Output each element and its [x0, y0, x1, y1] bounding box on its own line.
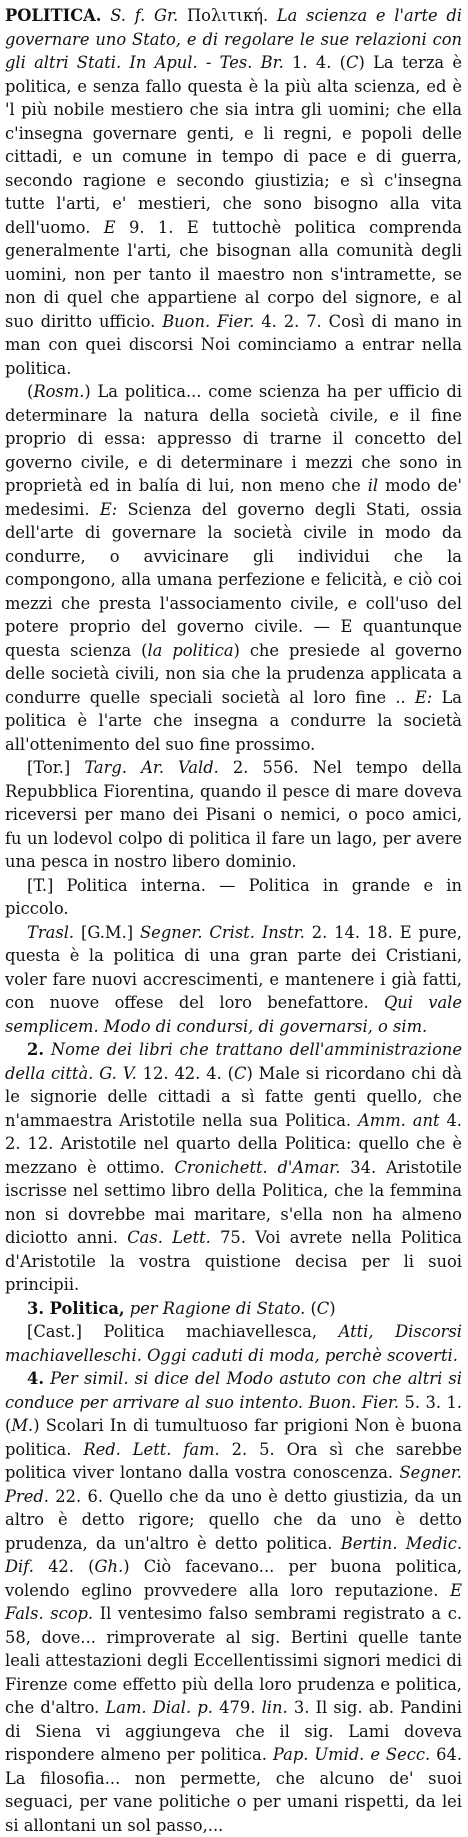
sense-2-paragraph [5, 1038, 462, 1297]
text-run: ( [27, 382, 34, 401]
text-run: [T.] Politica interna. — Politica in grande e in piccolo. [5, 875, 462, 918]
text-run: 75. Voi avrete nella Politica d'Aristotile la vostra quistione decisa per li suoi principii. [5, 1228, 463, 1294]
text-run: Atti, Discorsi machiavelleschi. Oggi caduti di moda, perchè scoverti. [5, 1322, 462, 1365]
text-run: Πολιτική. [178, 6, 277, 25]
text-run: C [233, 1063, 247, 1083]
text-run: C [346, 53, 359, 72]
text-run: ( [305, 1298, 317, 1318]
text-run: POLITICA. [5, 6, 102, 25]
text-run: 4. 2. 12. Aristotile nel quarto della Politica: quello che è mezzano è ottimo. [5, 1110, 462, 1177]
text-run: Il ventesimo falso sembrami registrato a c. 58, dove... rimproverate al sig. Bertini quelle tante leali attestazioni degli Eccellentissimi signori medici di Firenze come effetto più della loro prudenza e politica, che d'altro. [5, 1604, 463, 1717]
sense-3-paragraph [5, 1297, 462, 1321]
text-run: 2. 5. Ora sì che sarebbe politica viver lontano dalla vostra conoscenza. [5, 1439, 462, 1482]
machiavellian-note-paragraph [5, 1320, 462, 1367]
text-run: 64. La filosofia... non permette, che alcuno de' suoi seguaci, per vane politiche o per umani rispetti, da lei si allontani un sol passo,... [5, 1745, 462, 1835]
text-run: Nome dei libri che trattano dell'amministrazione della città. G. V. [5, 1040, 462, 1083]
text-run: Rosm. [33, 382, 85, 401]
text-run: 9. 1. E tuttochè politica comprenda generalmente l'arti, che bisognan alla comunità degli uomini, non per tanto il maestro non s'intramette, se non di quel che appartiene al corpo del signore, e al suo diritto ufficio. [5, 217, 462, 331]
text-run: 3. Politica, [27, 1298, 125, 1318]
text-run: La politica è l'arte che insegna a condurre la società all'ottenimento del suo fine prossimo. [5, 687, 462, 754]
text-run: Cas. Lett. [127, 1228, 211, 1247]
text-run: Gh. [94, 1557, 124, 1576]
text-run: la politica [147, 640, 234, 660]
text-run: ) Scolari In di tumultuoso far prigioni Non è buona politica. [5, 1416, 462, 1459]
text-run: ) che presiede al governo delle società civili, non sia che la prudenza applicata a condurre quelle speciali società al loro fine .. [5, 640, 462, 707]
text-run: lin. [261, 1698, 288, 1717]
text-run: modo de' medesimi. [5, 476, 462, 519]
text-run: 2. [27, 1040, 44, 1059]
text-run: il [367, 476, 379, 495]
text-run: 4. [27, 1369, 44, 1388]
text-run: 22. 6. Quello che da uno è detto giustizia, da un altro è detto rigore; quello che da uno è detto prudenza, da un'altro è detto politica. [5, 1486, 462, 1553]
usage-note-paragraph [5, 874, 462, 921]
text-run: per Ragione di Stato. [129, 1298, 306, 1318]
sense-4-paragraph [5, 1367, 462, 1837]
text-run: 2. 14. 18. E pure, questa è la politica di una gran parte dei Cristiani, voler fare nuovi accrescimenti, e mantenere i già fatti, con nuove offese del loro benefattore. [5, 922, 462, 1012]
text-run: 12. 42. 4. ( [136, 1063, 234, 1083]
text-run: Targ. Ar. Vald. [84, 758, 219, 777]
text-run: Qui vale semplicem. Modo di condursi, di governarsi, o sim. [5, 993, 463, 1036]
text-run: 1. 4. ( [283, 53, 346, 72]
text-run: [G.M.] [74, 922, 141, 942]
text-run: Per simil. si dice del Modo astuto con che altri si conduce per arrivare al suo intento. Buon. Fier. [5, 1369, 462, 1412]
text-run: Bertin. Medic. Dif. [5, 1533, 462, 1576]
text-run: E: [99, 499, 118, 519]
text-run: ) Male si ricordano chi dà le signorie delle cittadi a sì fatte genti quello, che n'ammaestra Aristotile nella sua Politica. [5, 1063, 463, 1130]
text-run: E [103, 217, 116, 237]
text-run [44, 1040, 51, 1059]
text-run: S. f. Gr. [110, 6, 179, 25]
text-run: Lam. Dial. p. [105, 1698, 213, 1717]
text-run: Red. Lett. fam. [83, 1439, 220, 1459]
text-run: 3. Il sig. ab. Pandini di Siena vi aggiungeva che il sig. Lami doveva rispondere almeno per politica. [5, 1698, 462, 1764]
text-run: ) Ciò facevano... per buona politica, volendo eglino provvedere alla loro reputazione. [5, 1557, 462, 1600]
text-run: Segner. Crist. Instr. [140, 922, 305, 942]
text-run: C [316, 1298, 330, 1318]
text-run: Cronichett. d'Amar. [174, 1157, 341, 1177]
text-run: 5. 3. 1. ( [5, 1392, 462, 1435]
text-run: ) [329, 1298, 336, 1318]
text-run: [Tor.] [27, 758, 85, 777]
text-run: Pap. Umid. e Secc. [272, 1745, 431, 1764]
text-run: Trasl. [27, 922, 75, 942]
text-run: Buon. Fier. [162, 311, 255, 331]
text-run: 42. ( [33, 1557, 95, 1576]
text-run: 4. 2. 7. Così di mano in man con quei discorsi Noi cominciamo a entrar nella politica. [5, 311, 462, 378]
text-run: 2. 556. Nel tempo della Repubblica Fiorentina, quando il pesce di mare doveva riceversi per mano dei Pisani o nemici, o poco amici, fu un lodevol colpo di politica il fare un lago, per avere una pesca in nostro libero dominio. [5, 758, 462, 871]
figurative-sense-paragraph [5, 921, 462, 1039]
text-run: E: [414, 687, 433, 707]
text-run: 479. [212, 1698, 262, 1717]
rosmini-citation-paragraph [5, 380, 462, 756]
text-run: Segner. Pred. [5, 1463, 462, 1506]
entry-headword-paragraph [5, 4, 462, 380]
text-run [101, 6, 110, 25]
text-run: ) La politica... come scienza ha per ufficio di determinare la natura della società civile, e il fine proprio di essa: appresso di trarne il concetto del governo civile, e di determinare i mezzi che sono in proprietà ed in balía di lui, non meno che [5, 382, 462, 495]
text-run: [Cast.] Politica machiavellesca, [27, 1322, 339, 1341]
text-run: E Fals. scop. [5, 1580, 462, 1623]
text-run: Amm. ant [358, 1110, 440, 1130]
text-run: M. [11, 1416, 34, 1435]
text-run: ) La terza è politica, e senza fallo questa è la più alta scienza, ed è 'l più nobile mestiero che sia intra gli uomini; che ella c'insegna governare genti, e li regni, e popoli delle cittadi, e un comune in tempo di pace e di guerra, secondo ragione e secondo giustizia; e sì c'insegna tutte l'arti, e' mestieri, che sono bisogno alla vita dell'uomo. [5, 53, 462, 237]
text-run: 34. Aristotile iscrisse nel settimo libro della Politica, che la femmina non si dovrebbe mai maritare, s'ella non ha almeno diciotto anni. [5, 1157, 462, 1247]
targioni-citation-paragraph [5, 756, 462, 874]
text-run: La scienza e l'arte di governare uno Stato, e di regolare le sue relazioni con gli altri Stati. In Apul. - Tes. Br. [5, 6, 462, 72]
text-run: Scienza del governo degli Stati, ossia dell'arte di governare la società civile in modo da condurre, o avvicinare gli individui che la compongono, alla umana perfezione e felicità, e ciò coi mezzi che presta l'associamento civile, e coll'uso del potere proprio del governo civile. — E quantunque questa scienza ( [5, 499, 462, 660]
